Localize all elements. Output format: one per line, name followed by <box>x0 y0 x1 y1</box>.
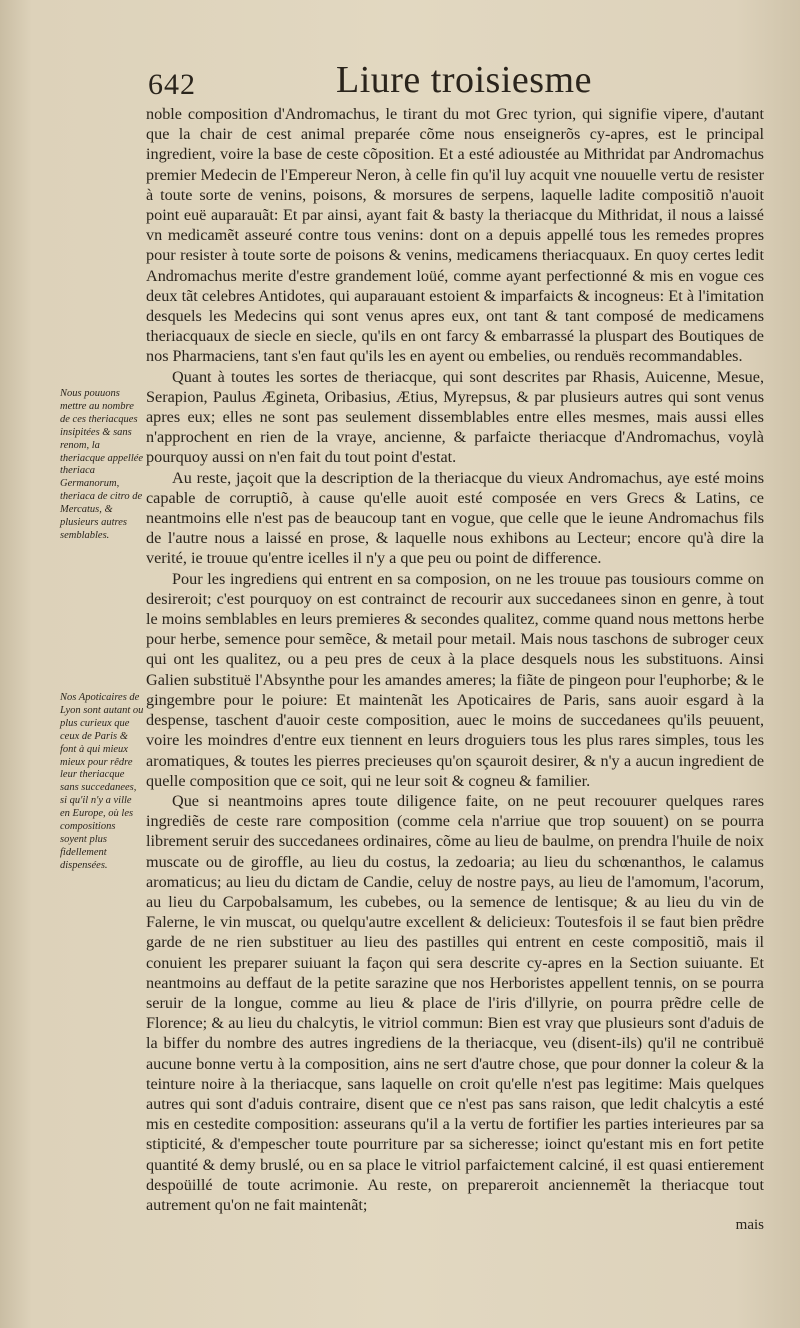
paragraph: noble composition d'Andromachus, le tirant du mot Grec tyrion, qui signifie vipere, d'autant que la chair de cest animal preparée cõme nous enseignerõs cy-apres, est le principal ingredient, voire la base de ceste cõposition. Et a esté adioustée au Mithridat par Andromachus premier Medecin de l'Empereur Neron, à celle fin qu'il luy acquit vne nouuelle vertu de resister à toute sorte de venins, poisons, & morsures de serpens, laquelle ladite compositiõ n'auoit point euë auparauãt: Et par ainsi, ayant fait & basty la theriacque du Mithridat, il nous a laissé vn medicamẽt asseuré contre tous venins: dont on a depuis appellé tous les remedes propres pour resister à toute sorte de poisons & venins, medicamens theriacquaux. En quoy certes ledit Andromachus merite d'estre grandement loüé, comme ayant perfectionné & mis en vogue ces deux tãt celebres Antidotes, qui auparauant estoient & imparfaicts & incogneus: Et à l'imitation desquels les Medecins qui sont venus apres eux, ont tant & tant composé de medicamens theriacquaux de siecle en siecle, qu'ils en ont farcy & embarrassé la pluspart des Boutiques de nos Pharmaciens, tant s'en faut qu'ils les en ayent ou embelies, ou renduës recommandables. <box>146 105 764 366</box>
margin-note: Nous pouuons mettre au nombre de ces theriacques insipitées & sans renom, la theriacque appellée theriaca Germanorum, theriaca de citro de Mercatus, & plusieurs autres semblables. <box>60 388 144 541</box>
page-header <box>0 58 800 106</box>
paragraph: Que si neantmoins apres toute diligence faite, on ne peut recouurer quelques rares ingrediẽs de ceste rare composition (comme cela n'arriue que trop souuent) on se pourra librement seruir des succedanees ordinaires, cõme au lieu de baulme, on prendra l'huile de noix muscate ou de giroffle, au lieu du costus, la zedoaria; au lieu du schœnanthos, le calamus aromaticus; au lieu du dictam de Candie, celuy de nostre pays, au lieu de l'amomum, l'acorum, au lieu du Carpobalsamum, les cubebes, ou la semence de lentisque; & au lieu du vin de Falerne, le vin muscat, ou quelqu'autre excellent & delicieux: Toutesfois il se faut bien prẽdre garde de ne rien substituer au lieu des pastilles qui entrent en ceste compositiõ, mais il conuient les preparer suiuant la façon qui sera descrite cy-apres en la Section suiuante. Et neantmoins au deffaut de la petite sarazine que nos Herboristes appellent tennis, on se pourra seruir de la longue, comme au lieu & place de l'iris d'illyrie, on pourra prẽdre celle de Florence; & au lieu du chalcytis, le vitriol commun: Bien est vray que plusieurs sont d'aduis de la biffer du nombre des autres ingrediens de la theriacque, veu (disent-ils) qu'il ne contribuë aucune bonne vertu à la composition, ains ne sert d'autre chose, que pour donner la coleur & la teinture noire à la theriacque, sans laquelle on croit qu'elle n'est pas legitime: Mais quelques autres qui sont d'aduis contraire, disent que ce n'est pas sans raison, que ledit chalcytis a esté mis en cestedite composition: asseurans qu'il a la vertu de fortifier les parties interieures par sa stipticité, & d'empescher toute pourriture par sa sicheresse; ioinct qu'estant mis en fort petite quantité & demy bruslé, ou en sa place le vitriol parfaictement calciné, il est quasi entierement despoüillé de toute acrimonie. Au reste, on prepareroit anciennemẽt la theriacque tout autrement qu'on ne fait maintenãt; <box>146 791 764 1214</box>
page-number: 642 <box>148 68 196 101</box>
catchword: mais <box>735 1217 764 1234</box>
paragraph: Quant à toutes les sortes de theriacque, qui sont descrites par Rhasis, Auicenne, Mesue, Serapion, Paulus Ægineta, Oribasius, Ætius, Myrepsus, & par plusieurs autres qui sont venus apres eux; elles ne sont pas seulement dissemblables entre elles mesmes, mais aussi elles n'approchent en rien de la vraye, ancienne, & parfaicte theriacque d'Andromachus, voylà pourquoy aussi on n'en fait du tout point d'estat. <box>146 367 764 467</box>
body-text <box>146 104 764 1235</box>
margin-note: Nos Apoticaires de Lyon sont autant ou plus curieux que ceux de Paris & font à qui mieux mieux pour rêdre leur theriacque sans succedanees, si qu'il n'y a ville en Europe, où les compositions soyent plus fidellement dispensées. <box>60 692 144 871</box>
running-title: Liure troisiesme <box>336 59 592 101</box>
paragraph: Pour les ingrediens qui entrent en sa composion, on ne les trouue pas tousiours comme on desireroit; c'est pourquoy on est contrainct de recourir aux succedanees sinon en genre, à tout le moins semblables en leurs premieres & secondes qualitez, comme quand nous mettons herbe pour herbe, semence pour semẽce, & metail pour metail. Mais nous taschons de subroger ceux qui ont les qualitez, ou a peu pres de ceux à la place desquels nous les substituons. Ainsi Galien substituë l'Absynthe pour les amandes ameres; la fiãte de pingeon pour l'euphorbe; & le gingembre pour le poiure: Et maintenãt les Apoticaires de Paris, sans auoir esgard à la despense, taschent d'auoir ceste composition, auec le moins de succedanees qu'ils peuuent, voire les moindres d'entre eux tiennent en leurs droguiers tous les plus rares simples, tous les aromatiques, & toutes les pierres precieuses qu'on sçauroit desirer, & n'y a aucun ingredient de quelle composition que ce soit, qui ne leur soit & cogneu & familier. <box>146 569 764 790</box>
paragraph: Au reste, jaçoit que la description de la theriacque du vieux Andromachus, aye esté moins capable de corruptiõ, à cause qu'elle auoit esté composée en vers Grecs & Latins, ce neantmoins elle n'est pas de beaucoup tant en vogue, que celle que le ieune Andromachus fils de l'autre nous a laissé en prose, & laquelle nous exhibons au Lecteur; encore qu'à dire la verité, ie trouue qu'entre icelles il n'y a que peu ou point de difference. <box>146 468 764 568</box>
